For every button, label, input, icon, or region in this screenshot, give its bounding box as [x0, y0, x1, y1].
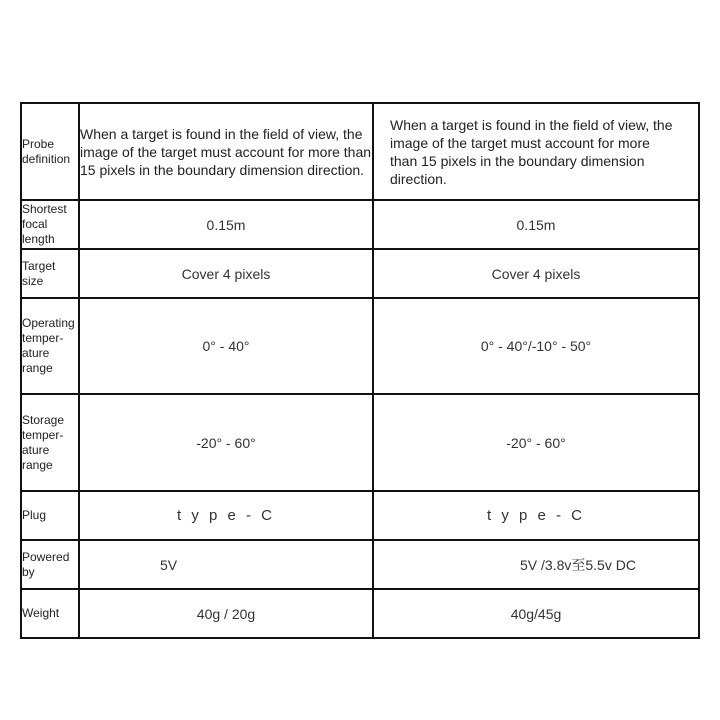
row-label: Operating temper-ature range	[21, 298, 79, 394]
cell-value-a: When a target is found in the field of view, the image of the target must account for more than 15 pixels in the boundary dimension direction.	[79, 103, 373, 200]
cell-value-a: t y p e - C	[79, 491, 373, 540]
row-label: Powered by	[21, 540, 79, 589]
table-row	[21, 298, 699, 394]
cell-value-a: 0° - 40°	[79, 298, 373, 394]
row-label: Shortest focal length	[21, 200, 79, 249]
cell-value-b: t y p e - C	[373, 491, 699, 540]
table-row	[21, 394, 699, 491]
row-label: Probe definition	[21, 103, 79, 200]
table-row	[21, 540, 699, 589]
table-row	[21, 491, 699, 540]
cell-value-a: 5V	[79, 540, 373, 589]
cell-value-a: 40g / 20g	[79, 589, 373, 638]
table-row	[21, 249, 699, 298]
cell-value-b: 40g/45g	[373, 589, 699, 638]
cell-value-b: 5V /3.8v至5.5v DC	[373, 540, 699, 589]
cell-value-a: 0.15m	[79, 200, 373, 249]
cell-value-a: -20° - 60°	[79, 394, 373, 491]
cell-value-b: 0.15m	[373, 200, 699, 249]
table-row	[21, 103, 699, 200]
row-label: Weight	[21, 589, 79, 638]
cell-value-b: 0° - 40°/-10° - 50°	[373, 298, 699, 394]
cell-value-a: Cover 4 pixels	[79, 249, 373, 298]
cell-value-b: When a target is found in the field of view, the image of the target must account for more than 15 pixels in the boundary dimension direction.	[373, 103, 699, 200]
table-row	[21, 200, 699, 249]
row-label: Storage temper-ature range	[21, 394, 79, 491]
cell-value-b: Cover 4 pixels	[373, 249, 699, 298]
spec-table	[20, 102, 700, 639]
row-label: Target size	[21, 249, 79, 298]
row-label: Plug	[21, 491, 79, 540]
cell-value-b: -20° - 60°	[373, 394, 699, 491]
table-row	[21, 589, 699, 638]
